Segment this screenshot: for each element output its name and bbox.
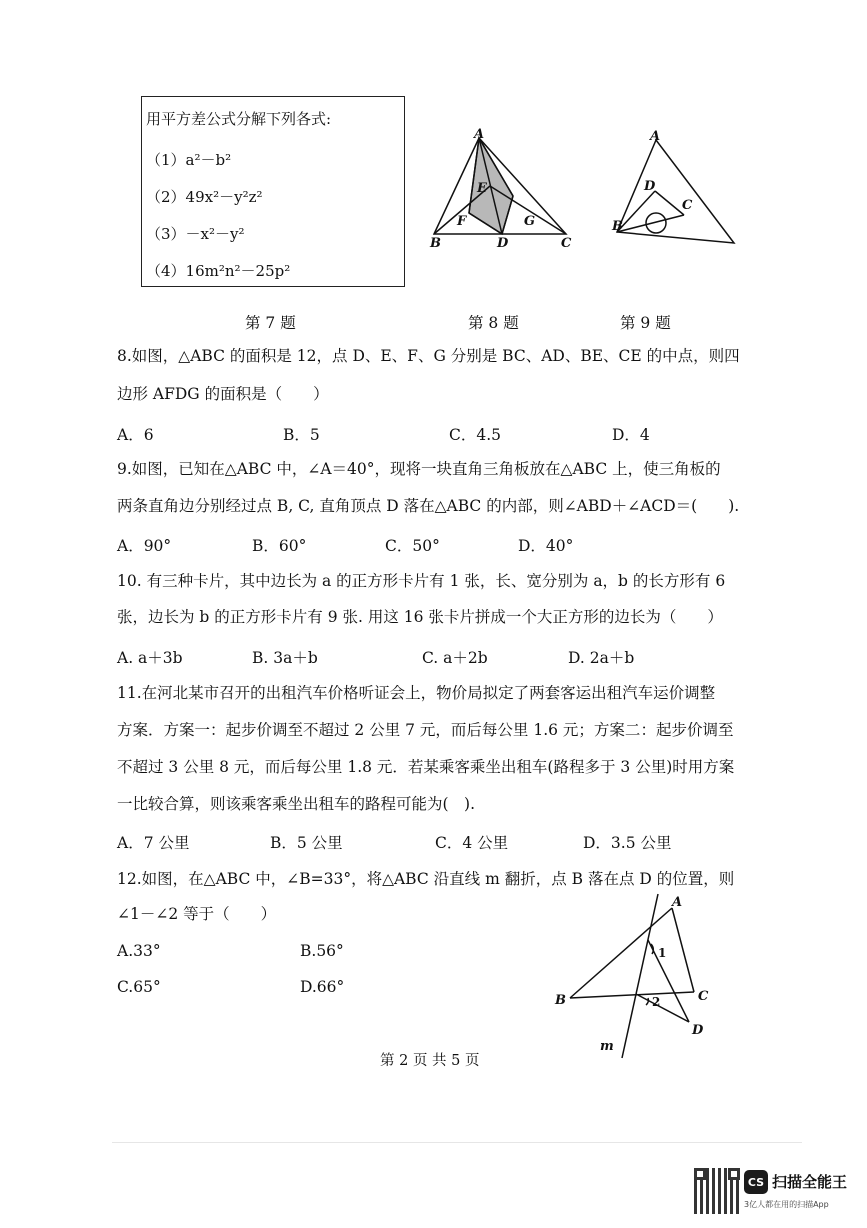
figure-12 [548,888,718,1068]
fig9-label-c: C [682,198,693,213]
q11-line-2: 方案．方案一：起步价调至不超过 2 公里 7 元，而后每公里 1.6 元；方案二：起步价调至 [117,721,734,739]
q10-line-1: 10. 有三种卡片，其中边长为 a 的正方形卡片有 1 张，长、宽分别为 a，b 的长方形有 6 [117,572,726,590]
fig8-label-b: B [430,236,441,250]
qr-code-icon [694,1168,740,1214]
caption-q7: 第 7 题 [245,314,296,332]
fig8-label-c: C [561,236,572,250]
q10-option-a: A. a＋3b [117,649,183,667]
fig9-label-d: D [644,179,656,194]
fig12-label-c: C [698,989,709,1004]
q9-line-1: 9.如图，已知在△ABC 中，∠A＝40°，现将一块直角三角板放在△ABC 上，使三角板的 [117,460,721,478]
q8-option-c: C．4.5 [449,426,502,444]
q11-option-a: A．7 公里 [117,834,190,852]
camscanner-logo: CS [744,1170,768,1194]
fig8-label-f: F [457,214,467,229]
camscanner-tagline: 3亿人都在用的扫描App [744,1200,829,1209]
q7-item-4: （4）16m²n²－25p² [146,262,291,280]
q8-line-1: 8.如图，△ABC 的面积是 12，点 D、E、F、G 分别是 BC、AD、BE、CE 的中点，则四 [117,347,740,365]
figure-9 [608,126,743,250]
figure-8 [420,126,590,250]
fig9-label-b: B [612,219,623,234]
q11-option-b: B．5 公里 [270,834,343,852]
q8-option-b: B．5 [283,426,320,444]
fig8-label-e: E [477,181,487,196]
q8-line-2: 边形 AFDG 的面积是（ ） [117,385,329,403]
q11-line-3: 不超过 3 公里 8 元，而后每公里 1.8 元．若某乘客乘坐出租车(路程多于 3 公里)时用方案 [117,758,735,776]
fig8-label-d: D [497,236,509,250]
fig9-label-a: A [650,129,661,144]
fig12-label-m: m [600,1039,614,1054]
q9-option-c: C．50° [385,537,440,555]
camscanner-brand: 扫描全能王 [772,1173,848,1191]
q9-option-b: B．60° [252,537,307,555]
q11-line-1: 11.在河北某市召开的出租汽车价格听证会上，物价局拟定了两套客运出租汽车运价调整 [117,684,716,702]
footer-rule [112,1142,802,1143]
q8-option-d: D．4 [612,426,650,444]
q7-box [141,96,405,287]
q12-line-2: ∠1－∠2 等于（ ） [117,905,277,923]
q10-option-d: D. 2a＋b [568,649,635,667]
q12-line-1: 12.如图，在△ABC 中，∠B=33°，将△ABC 沿直线 m 翻折，点 B 落在点 D 的位置，则 [117,870,735,888]
caption-q9: 第 9 题 [620,314,671,332]
q10-option-b: B. 3a＋b [252,649,318,667]
q11-option-d: D．3.5 公里 [583,834,672,852]
q7-item-3: （3）－x²－y² [146,225,245,243]
q11-line-4: 一比较合算，则该乘客乘坐出租车的路程可能为( ). [117,795,476,813]
q9-option-d: D．40° [518,537,574,555]
q12-option-a: A.33° [117,942,161,960]
fig12-label-d: D [692,1023,704,1038]
q10-line-2: 张，边长为 b 的正方形卡片有 9 张. 用这 16 张卡片拼成一个大正方形的边长为（ ） [117,608,723,626]
fig12-angle-1: 1 [658,946,667,960]
q12-option-d: D.66° [300,978,345,996]
fig12-angle-2: 2 [652,995,661,1009]
fig8-label-a: A [474,127,485,142]
q7-item-2: （2）49x²－y²z² [146,188,263,206]
fig8-label-g: G [524,214,536,229]
q10-option-c: C. a＋2b [422,649,488,667]
caption-q8: 第 8 题 [468,314,519,332]
fig12-label-b: B [555,993,566,1008]
q12-option-b: B.56° [300,942,344,960]
q12-option-c: C.65° [117,978,161,996]
q9-option-a: A．90° [117,537,172,555]
page-number: 第 2 页 共 5 页 [380,1053,480,1069]
q8-option-a: A．6 [117,426,154,444]
q11-option-c: C．4 公里 [435,834,509,852]
q9-line-2: 两条直角边分别经过点 B, C, 直角顶点 D 落在△ABC 的内部，则∠ABD＋∠ACD＝( ). [117,497,740,515]
fig12-label-a: A [672,895,683,910]
q7-item-1: （1）a²－b² [146,151,232,169]
q7-title: 用平方差公式分解下列各式: [146,110,332,128]
